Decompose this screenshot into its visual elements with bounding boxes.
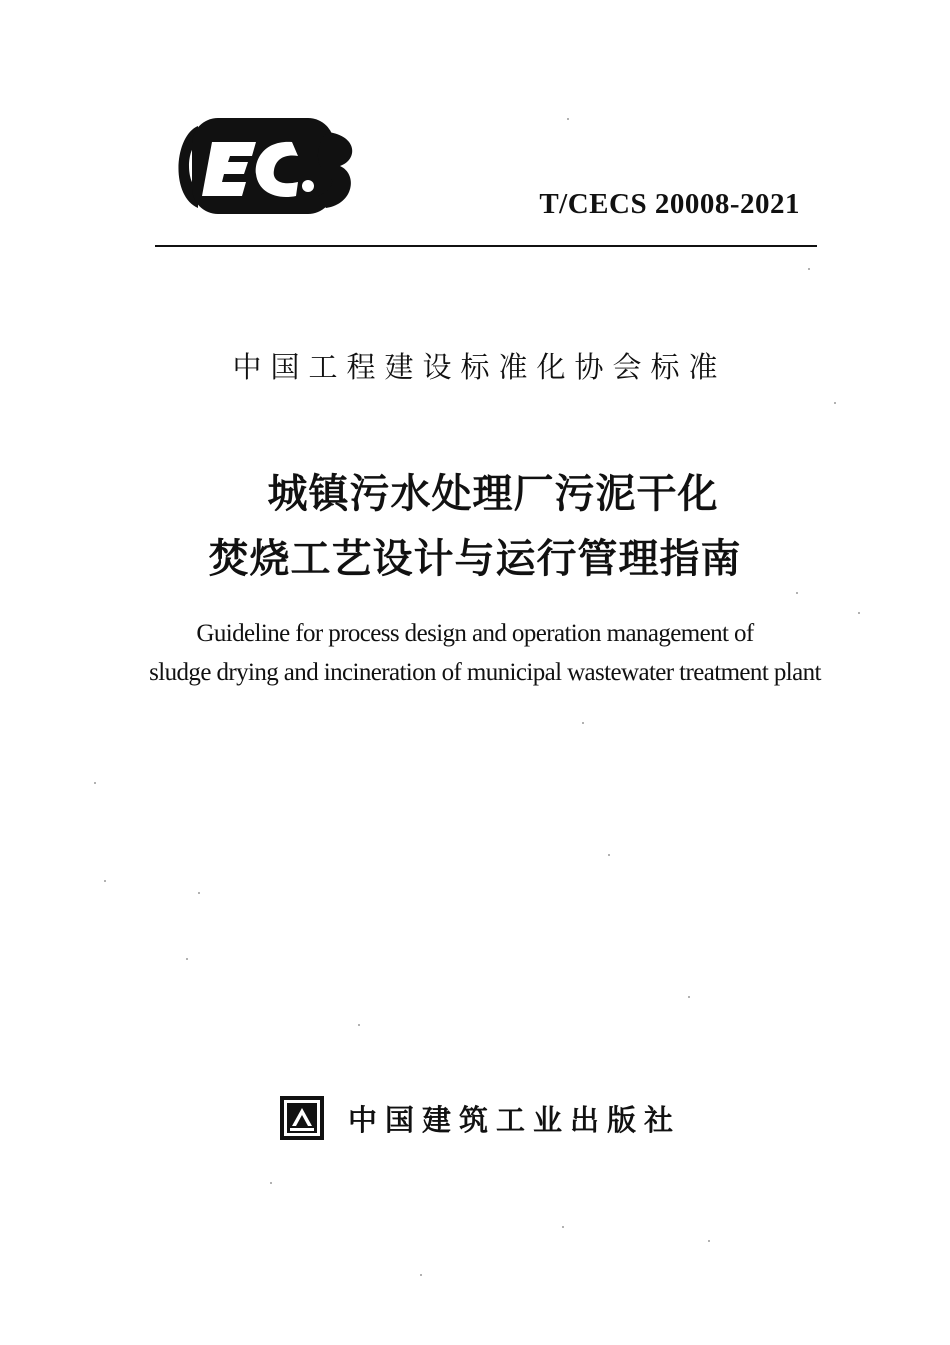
scan-speck [688,996,690,998]
scan-speck [94,782,96,784]
standard-number: T/CECS 20008-2021 [539,188,800,220]
scan-speck [608,854,610,856]
scan-speck [186,958,188,960]
scan-speck [270,1182,272,1184]
publisher-name: 中国建筑工业出版社 [348,1102,682,1137]
scan-speck [808,268,810,270]
scan-speck [796,592,798,594]
scan-speck [104,880,106,882]
scan-speck [834,402,836,404]
title-en-line1: Guideline for process design and operation management of [196,620,754,647]
publisher-block [280,1096,681,1140]
title-cn-line1: 城镇污水处理厂污泥干化 [267,471,719,517]
scan-speck [708,1240,710,1242]
scan-speck [582,722,584,724]
association-standard-line: 中国工程建设标准化协会标准 [232,350,727,384]
title-cn-line2: 焚烧工艺设计与运行管理指南 [208,536,742,582]
scan-speck [567,118,569,120]
publisher-emblem-icon [280,1096,324,1140]
scan-speck [858,612,860,614]
scan-speck [358,1024,360,1026]
scan-speck [420,1274,422,1276]
title-en-line2: sludge drying and incineration of municipal wastewater treatment plant [149,659,821,686]
scan-speck [562,1226,564,1228]
header-divider [155,245,817,247]
scan-speck [198,892,200,894]
cecs-logo [168,112,358,220]
